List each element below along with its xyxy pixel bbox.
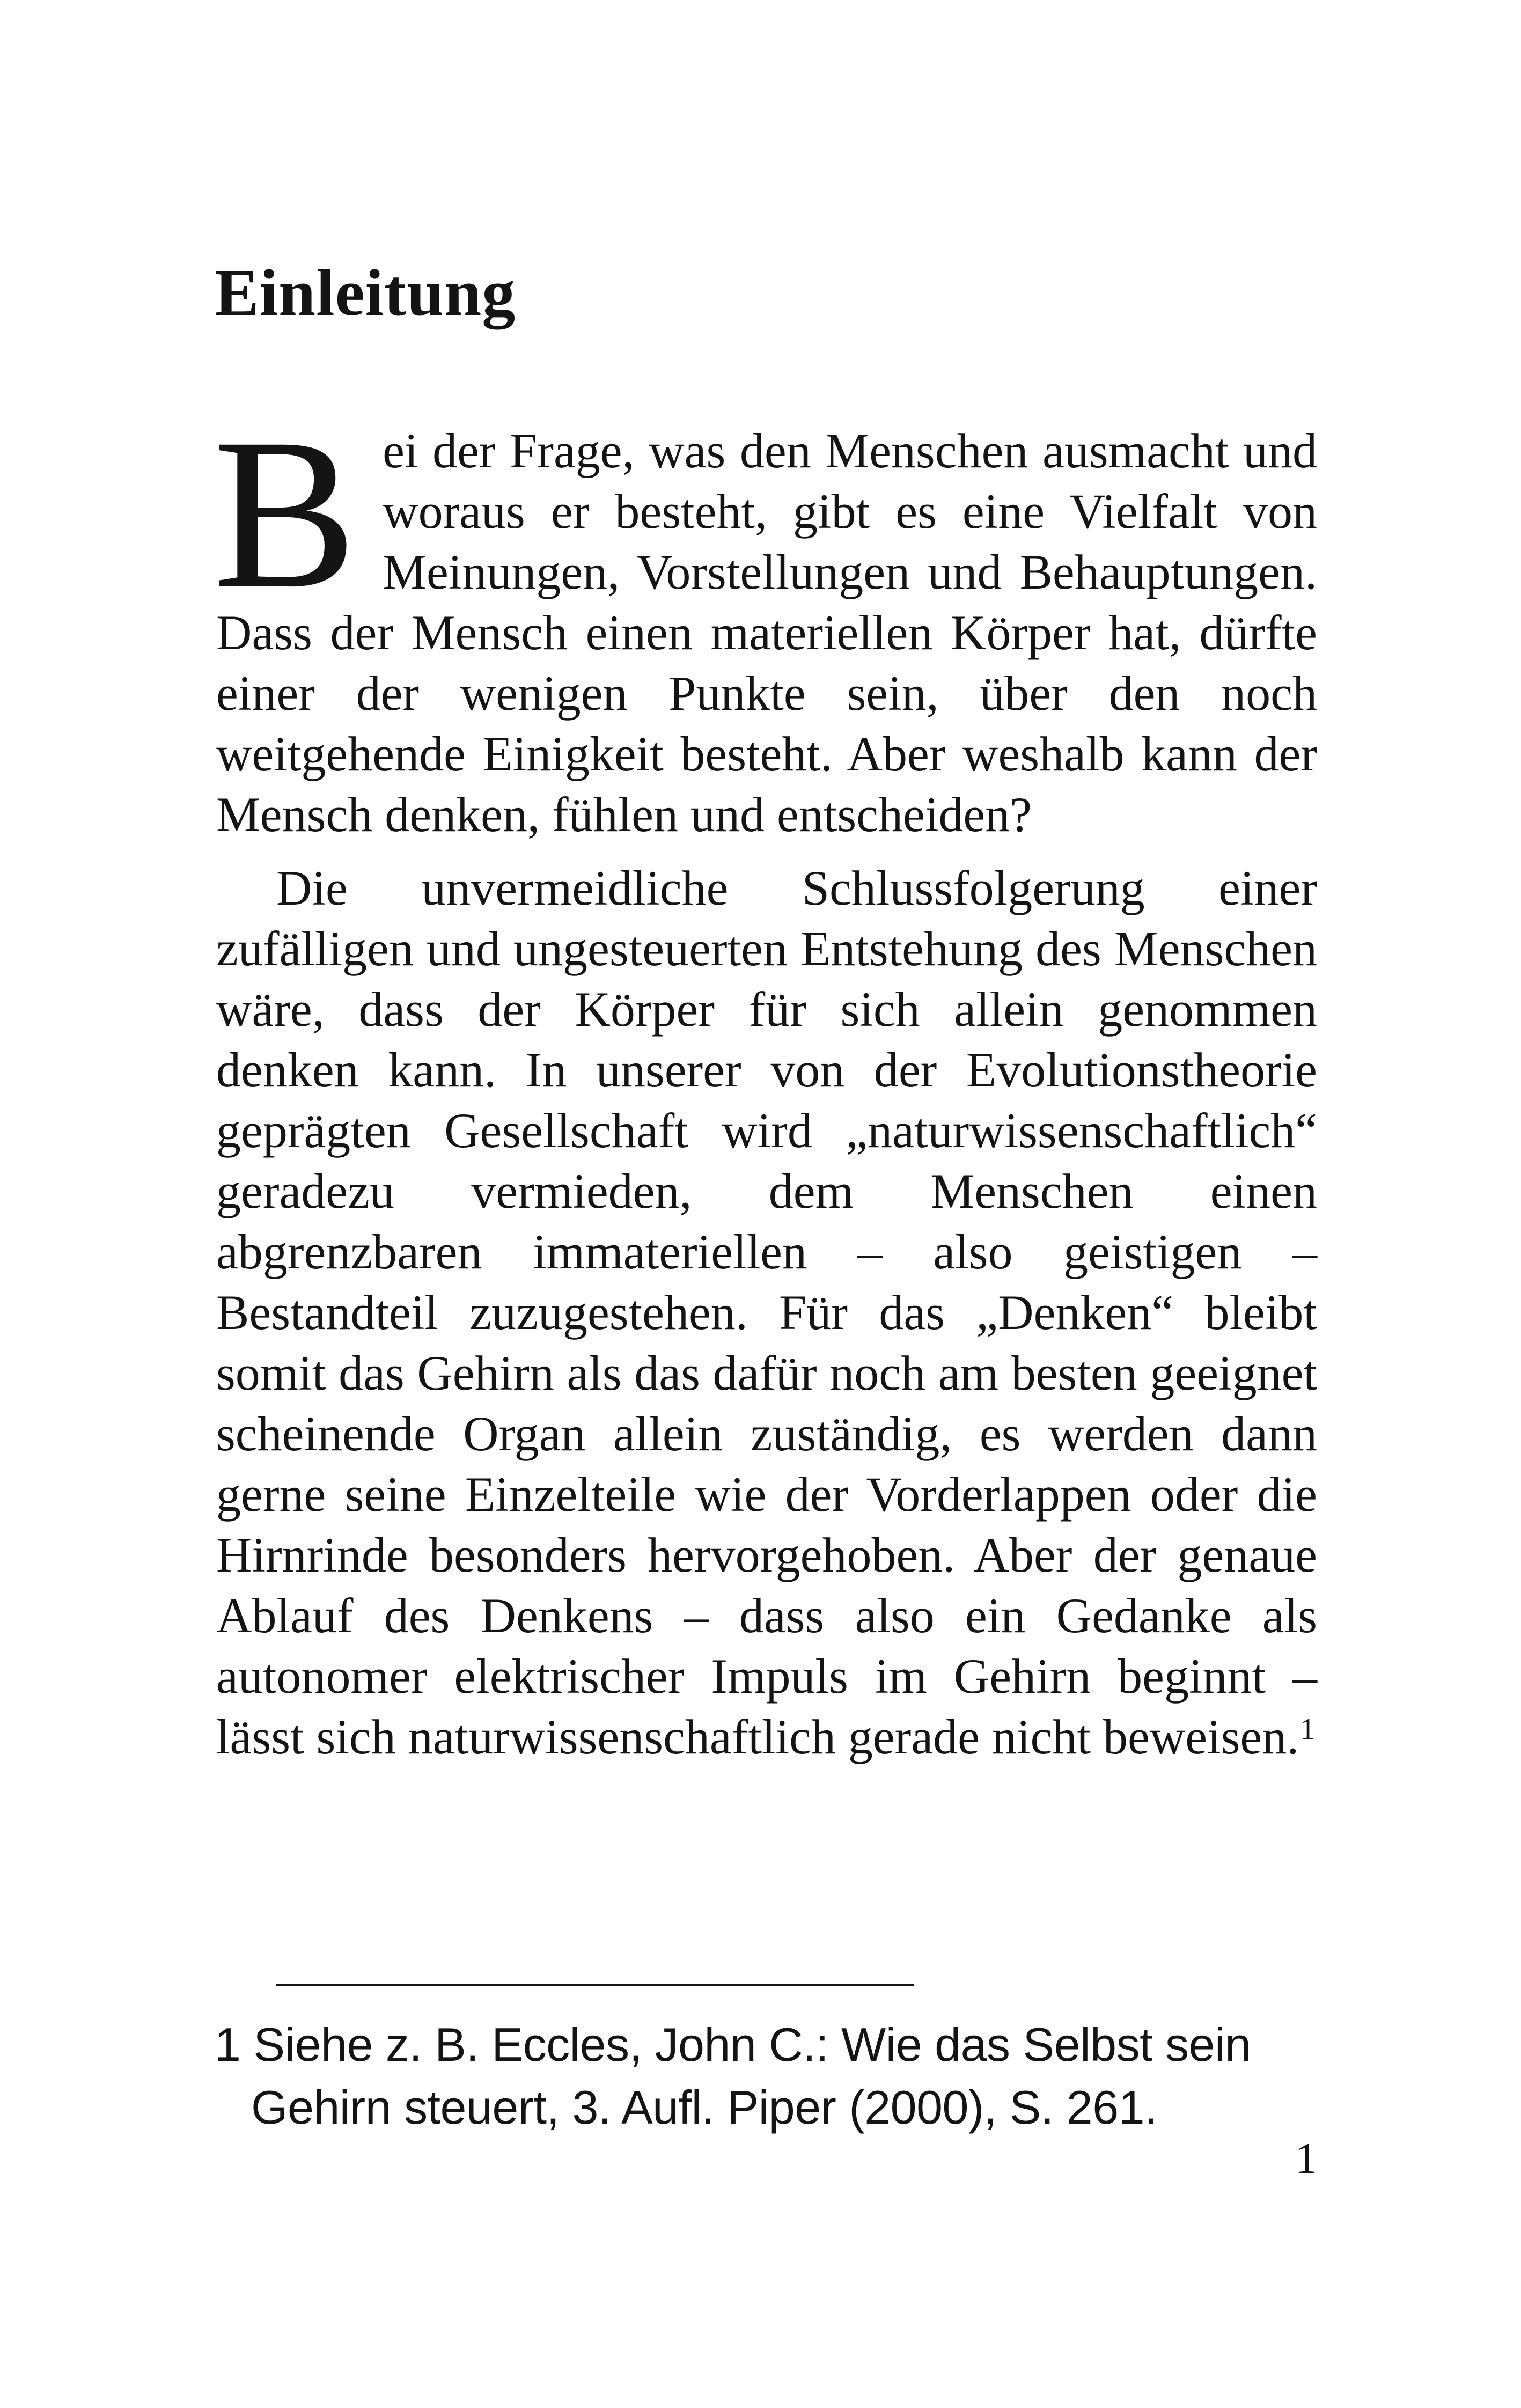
- footnote: [215, 2013, 1288, 2139]
- footnote-reference[interactable]: 1: [1300, 1713, 1316, 1746]
- drop-cap: B: [213, 394, 357, 633]
- footnote-line-1: 1 Siehe z. B. Eccles, John C.: Wie das Selbst sein: [215, 2018, 1251, 2071]
- body-text: [213, 394, 1317, 1767]
- paragraph-intro: [213, 394, 1317, 845]
- footnote-line-2: Gehirn steuert, 3. Aufl. Piper (2000), S. 261.: [251, 2081, 1158, 2134]
- page-number: 1: [1295, 2134, 1317, 2183]
- paragraph-main-text: Die unvermeidliche Schlussfolgerung einer zufälligen und ungesteuerten Entstehung des Menschen wäre, dass der Körper für sich allein genommen denken kann. In unserer von der Evolutionstheorie geprägten Gesellschaft wird „naturwissenschaftlich“ geradezu vermieden, dem Menschen einen abgrenzbaren immateriellen – also geistigen – Bestandteil zuzugestehen. Für das „Denken“ bleibt somit das Gehirn als das dafür noch am besten geeignet scheinende Organ allein zuständig, es werden dann gerne seine Einzelteile wie der Vorderlappen oder die Hirnrinde besonders hervorgehoben. Aber der genaue Ablauf des Denkens – dass also ein Gedanke als autonomer elektrischer Impuls im Gehirn beginnt – lässt sich naturwissenschaftlich gerade nicht beweisen.: [216, 861, 1317, 1764]
- paragraph-main: [216, 858, 1317, 1767]
- chapter-heading: Einleitung: [215, 256, 516, 329]
- paragraph-intro-text: ei der Frage, was den Menschen ausmacht und woraus er besteht, gibt es eine Vielfalt von Meinungen, Vorstellungen und Behauptungen. Dass der Mensch einen materiellen Körper hat, dürfte einer der wenigen Punkte sein, über den noch weitgehende Einigkeit besteht. Aber weshalb kann der Mensch denken, fühlen und entscheiden?: [216, 423, 1317, 842]
- footnote-divider: [276, 1984, 914, 1986]
